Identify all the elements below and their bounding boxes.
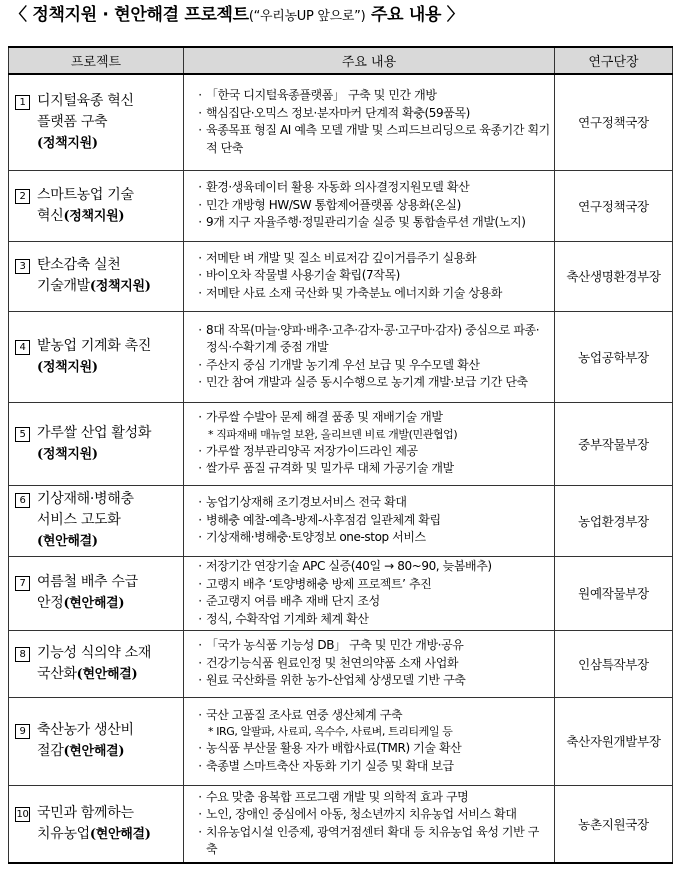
project-number-box: 5 bbox=[15, 427, 30, 442]
content-text: 민간 참여 개발과 실증 동시수행으로 농기계 개발·보급 기간 단축 bbox=[206, 375, 528, 389]
project-number-box: 1 bbox=[15, 95, 30, 110]
content-text: 육종목표 형질 AI 예측 모델 개발 및 스피드브리딩으로 육종기간 획기적 단축 bbox=[206, 123, 550, 155]
project-title bbox=[15, 643, 179, 685]
content-text: 가루쌀 정부관리양곡 저장가이드라인 제공 bbox=[206, 443, 418, 458]
project-type-tag: (정책지원) bbox=[37, 135, 98, 151]
director-cell: 연구정책국장 bbox=[555, 170, 673, 241]
content-text: 축종별 스마트축산 자동화 기기 실증 및 확대 보급 bbox=[206, 758, 454, 773]
content-text: 핵심집단·오믹스 정보·분자마커 단계적 확충(59품목) bbox=[206, 105, 470, 120]
project-title bbox=[15, 255, 179, 297]
content-text: 주산지 중심 기개발 농기계 우선 보급 및 우수모델 확산 bbox=[206, 357, 480, 372]
content-item bbox=[194, 122, 550, 157]
content-cell bbox=[184, 785, 555, 863]
table-row bbox=[9, 630, 673, 697]
project-type-tag: (정책지원) bbox=[37, 359, 98, 375]
project-name: 탄소감축 실천 기술개발 bbox=[37, 257, 121, 294]
director-cell: 농업공학부장 bbox=[555, 311, 673, 402]
title-main: 정책지원 · 현안해결 프로젝트 bbox=[32, 5, 249, 25]
content-cell bbox=[184, 485, 555, 556]
content-item bbox=[194, 179, 550, 197]
project-cell bbox=[9, 785, 184, 863]
content-cell bbox=[184, 170, 555, 241]
content-text: 바이오차 작물별 사용기술 확립(7작목) bbox=[206, 268, 400, 283]
title-end: 주요 내용 bbox=[371, 5, 442, 25]
content-text: 노인, 장애인 중심에서 아동, 청소년까지 치유농업 서비스 확대 bbox=[206, 807, 517, 822]
project-name: 축산농가 생산비 절감 bbox=[37, 722, 134, 759]
content-item bbox=[194, 512, 550, 530]
content-cell bbox=[184, 556, 555, 630]
director-cell: 원예작물부장 bbox=[555, 556, 673, 630]
content-item bbox=[194, 789, 550, 807]
project-type-tag: (현안해결) bbox=[63, 744, 125, 759]
content-text: 정식, 수확작업 기계화 체계 확산 bbox=[206, 611, 369, 626]
project-name: 기상재해·병해충 서비스 고도화 bbox=[37, 491, 134, 528]
content-item bbox=[194, 576, 550, 594]
content-text: 건강기능식품 원료인정 및 천연의약품 소재 사업화 bbox=[206, 655, 459, 670]
content-item bbox=[194, 806, 550, 824]
content-text: 농식품 부산물 활용 자가 배합사료(TMR) 기술 확산 bbox=[206, 741, 462, 756]
content-text: * 직파재배 매뉴얼 보완, 올리브덴 비료 개발(민관협업) bbox=[208, 427, 458, 441]
content-item bbox=[194, 593, 550, 611]
table-row bbox=[9, 785, 673, 863]
project-title bbox=[15, 336, 179, 378]
content-text: 환경·생육데이터 활용 자동화 의사결정지원모델 확산 bbox=[206, 180, 470, 195]
content-text: 8대 작목(마늘·양파·배추·고추·감자·콩·고구마·감자) 중심으로 파종·정식·수확기계 중점 개발 bbox=[206, 322, 540, 354]
content-item bbox=[194, 494, 550, 512]
director-cell: 농업환경부장 bbox=[555, 485, 673, 556]
content-item bbox=[194, 374, 550, 392]
table-row bbox=[9, 556, 673, 630]
project-number-box: 7 bbox=[15, 576, 30, 591]
project-cell bbox=[9, 697, 184, 785]
content-cell bbox=[184, 74, 555, 170]
header-director: 연구단장 bbox=[555, 47, 673, 74]
project-cell bbox=[9, 241, 184, 311]
project-title bbox=[15, 91, 179, 154]
content-text: 쌀가루 품질 규격화 및 밀가루 대체 가공기술 개발 bbox=[206, 461, 454, 476]
project-number-box: 2 bbox=[15, 189, 30, 204]
content-text: 저메탄 벼 개발 및 질소 비료저감 깊이거름주기 실용화 bbox=[206, 250, 477, 265]
title-subtitle: (“우리농UP 앞으로”) bbox=[248, 9, 366, 24]
content-item bbox=[194, 87, 550, 105]
project-number-box: 10 bbox=[16, 808, 29, 820]
content-item bbox=[194, 250, 550, 268]
header-project: 프로젝트 bbox=[9, 47, 184, 74]
project-number-box: 4 bbox=[15, 340, 30, 355]
content-item bbox=[194, 611, 550, 629]
project-name: 밭농업 기계화 촉진 bbox=[37, 337, 152, 354]
project-title bbox=[15, 572, 179, 614]
content-text: 저메탄 사료 소재 국산화 및 가축분뇨 에너지화 기술 상용화 bbox=[206, 285, 502, 300]
project-type-tag: (현안해결) bbox=[37, 534, 98, 549]
title-open-bracket: 〈 bbox=[10, 5, 27, 25]
content-text: 9개 지구 자율주행·정밀관리기술 실증 및 통합솔루션 개발(노지) bbox=[206, 215, 526, 230]
project-title bbox=[15, 489, 179, 552]
project-cell bbox=[9, 402, 184, 485]
content-item bbox=[194, 529, 550, 547]
content-text: 가루쌀 수발아 문제 해결 품종 및 재배기술 개발 bbox=[206, 410, 443, 425]
content-item bbox=[194, 558, 550, 576]
content-text: 저장기간 연장기술 APC 실증(40일 → 80~90, 늦봄배추) bbox=[206, 559, 492, 573]
content-note bbox=[194, 724, 550, 740]
project-type-tag: (정책지원) bbox=[37, 446, 98, 462]
content-item bbox=[194, 197, 550, 215]
project-table bbox=[8, 46, 673, 864]
project-cell bbox=[9, 485, 184, 556]
content-item bbox=[194, 672, 550, 690]
content-item bbox=[194, 707, 550, 725]
project-number-box: 6 bbox=[15, 493, 30, 508]
director-cell: 인삼특작부장 bbox=[555, 630, 673, 697]
project-cell bbox=[9, 74, 184, 170]
table-row bbox=[9, 311, 673, 402]
content-item bbox=[194, 443, 550, 461]
project-title bbox=[15, 423, 179, 465]
content-item bbox=[194, 460, 550, 478]
project-cell bbox=[9, 556, 184, 630]
director-cell: 축산생명환경부장 bbox=[555, 241, 673, 311]
content-item bbox=[194, 824, 550, 859]
content-cell bbox=[184, 402, 555, 485]
page-title bbox=[0, 0, 680, 36]
content-item bbox=[194, 357, 550, 375]
table-row bbox=[9, 74, 673, 170]
project-type-tag: (정책지원) bbox=[89, 279, 151, 294]
content-text: 농업기상재해 조기경보서비스 전국 확대 bbox=[206, 495, 407, 510]
director-cell: 연구정책국장 bbox=[555, 74, 673, 170]
project-cell bbox=[9, 311, 184, 402]
director-cell: 축산자원개발부장 bbox=[555, 697, 673, 785]
project-type-tag: (정책지원) bbox=[63, 208, 125, 224]
content-cell bbox=[184, 241, 555, 311]
content-item bbox=[194, 637, 550, 655]
table-header-row bbox=[9, 47, 673, 74]
content-text: 준고랭지 여름 배추 재배 단지 조성 bbox=[206, 594, 380, 608]
project-title bbox=[15, 803, 179, 845]
content-note bbox=[194, 427, 550, 443]
content-cell bbox=[184, 697, 555, 785]
table-row bbox=[9, 402, 673, 485]
content-text: 병해충 예찰-예측-방제-사후점검 일관체계 확립 bbox=[206, 512, 441, 527]
project-type-tag: (현안해결) bbox=[63, 596, 125, 611]
content-item bbox=[194, 322, 550, 357]
project-name: 국민과 함께하는 치유농업 bbox=[37, 804, 134, 842]
project-name: 스마트농업 기술 혁신 bbox=[37, 186, 134, 224]
project-type-tag: (현안해결) bbox=[76, 666, 138, 682]
project-name: 디지털육종 혁신 플랫폼 구축 bbox=[37, 92, 134, 130]
title-close-bracket: 〉 bbox=[446, 5, 464, 25]
content-text: 국산 고품질 조사료 연중 생산체계 구축 bbox=[206, 707, 403, 722]
table-row bbox=[9, 170, 673, 241]
content-item bbox=[194, 655, 550, 673]
content-cell bbox=[184, 311, 555, 402]
content-text: 원료 국산화를 위한 농가-산업체 상생모델 기반 구축 bbox=[206, 673, 466, 688]
project-title bbox=[15, 720, 179, 762]
content-item bbox=[194, 285, 550, 303]
project-number-box: 9 bbox=[15, 724, 30, 739]
project-number-box: 3 bbox=[15, 259, 30, 274]
project-name: 여름철 배추 수급 안정 bbox=[37, 574, 138, 611]
content-item bbox=[194, 214, 550, 232]
content-item bbox=[194, 758, 550, 776]
content-text: 민간 개방형 HW/SW 통합제어플랫폼 상용화(온실) bbox=[206, 197, 461, 212]
content-text: 기상재해·병해충·토양정보 one-stop 서비스 bbox=[206, 530, 426, 545]
content-text: 「한국 디지털육종플랫폼」 구축 및 민간 개방 bbox=[206, 88, 437, 103]
content-item bbox=[194, 740, 550, 758]
content-text: * IRG, 알팔파, 사료피, 옥수수, 사료벼, 트리티케일 등 bbox=[208, 725, 453, 739]
content-cell bbox=[184, 630, 555, 697]
project-title bbox=[15, 185, 179, 227]
project-cell bbox=[9, 630, 184, 697]
content-item bbox=[194, 267, 550, 285]
project-name: 가루쌀 산업 활성화 bbox=[37, 424, 152, 441]
director-cell: 중부작물부장 bbox=[555, 402, 673, 485]
table-row bbox=[9, 697, 673, 785]
table-row bbox=[9, 485, 673, 556]
project-number-box: 8 bbox=[15, 647, 30, 662]
content-item bbox=[194, 105, 550, 123]
table-row bbox=[9, 241, 673, 311]
director-cell: 농촌지원국장 bbox=[555, 785, 673, 863]
project-cell bbox=[9, 170, 184, 241]
project-type-tag: (현안해결) bbox=[89, 826, 151, 842]
content-text: 치유농업시설 인증제, 광역거점센터 확대 등 치유농업 육성 기반 구축 bbox=[206, 824, 539, 857]
content-text: 「국가 농식품 기능성 DB」 구축 및 민간 개방·공유 bbox=[206, 638, 464, 653]
content-text: 수요 맞춤 융복합 프로그램 개발 및 의학적 효과 구명 bbox=[206, 789, 469, 804]
project-name: 기능성 식의약 소재 국산화 bbox=[37, 644, 152, 682]
content-text: 고랭지 배추 ‘토양병해충 방제 프로젝트’ 추진 bbox=[206, 576, 432, 591]
content-item bbox=[194, 409, 550, 427]
header-content: 주요 내용 bbox=[184, 47, 555, 74]
